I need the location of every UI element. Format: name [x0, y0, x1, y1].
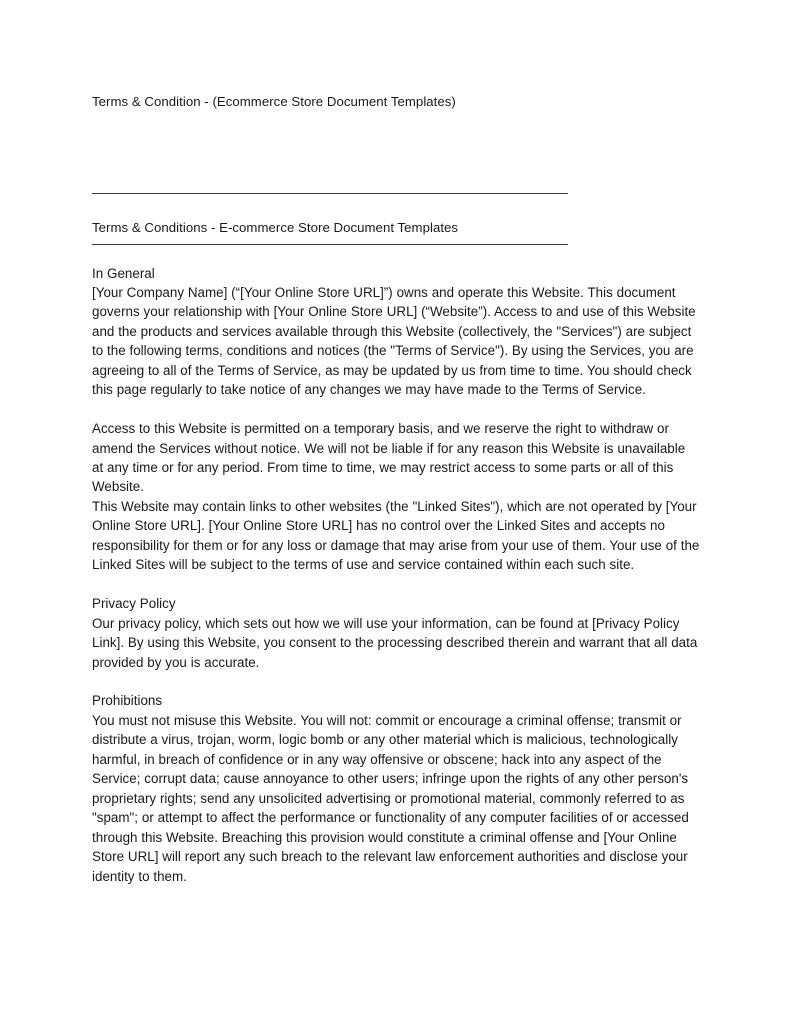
section-heading: Prohibitions — [92, 693, 163, 709]
section-gap — [92, 575, 700, 594]
spacer — [92, 194, 700, 218]
document-body — [92, 188, 700, 886]
section-heading: In General — [92, 265, 155, 281]
section-gap — [92, 672, 700, 691]
paragraph-gap — [92, 400, 700, 419]
document-heading: Terms & Conditions - E-commerce Store Document Templates — [92, 220, 459, 235]
section-paragraph: This Website may contain links to other websites (the "Linked Sites"), which are not operated by [Your Online Store URL]. [Your Online Store URL] has no control over the Linked Sites and accepts no responsibility for them or for any loss or damage that may arise from your use of them. Your use of the Linked Sites will be subject to the terms of use and service contained within each such site. — [92, 498, 700, 573]
spacer — [92, 245, 700, 264]
section-paragraph: You must not misuse this Website. You will not: commit or encourage a criminal offense; transmit or distribute a virus, trojan, worm, logic bomb or any other material which is malicious, technologically harmful, in breach of confidence or in any way offensive or obscene; hack into any aspect of the Service; corrupt data; cause annoyance to other users; infringe upon the rights of any other person's proprietary rights; send any unsolicited advertising or promotional material, commonly referred to as "spam"; or attempt to affect the performance or functionality of any computer facilities of or accessed through this Website. Breaching this provision would constitute a criminal offense and [Your Online Store URL] will report any such breach to the relevant law enforcement authorities and disclose your identity to them. — [92, 712, 689, 884]
section-paragraph: [Your Company Name] (“[Your Online Store URL]”) owns and operate this Website. This document governs your relationship with [Your Online Store URL] (“Website”). Access to and use of this Website and the products and services available through this Website (collectively, the "Services") are subject to the following terms, conditions and notices (the "Terms of Service"). By using the Services, you are agreeing to all of the Terms of Service, as may be updated by us from time to time. You should check this page regularly to take notice of any changes we may have made to the Terms of Service. — [92, 284, 696, 398]
section-paragraph: Our privacy policy, which sets out how we will use your information, can be found at [Privacy Policy Link]. By using this Website, you consent to the processing described therein and warrant that all data provided by you is accurate. — [92, 615, 698, 670]
section-in-general — [92, 264, 700, 575]
section-prohibitions — [92, 691, 700, 886]
section-heading: Privacy Policy — [92, 596, 176, 612]
document-title: Terms & Condition - (Ecommerce Store Document Templates) — [92, 94, 456, 109]
section-privacy-policy — [92, 594, 700, 672]
section-paragraph: Access to this Website is permitted on a temporary basis, and we reserve the right to withdraw or amend the Services without notice. We will not be liable if for any reason this Website is unavailable at any time or for any period. From time to time, we may restrict access to some parts or all of this Website. — [92, 421, 686, 495]
